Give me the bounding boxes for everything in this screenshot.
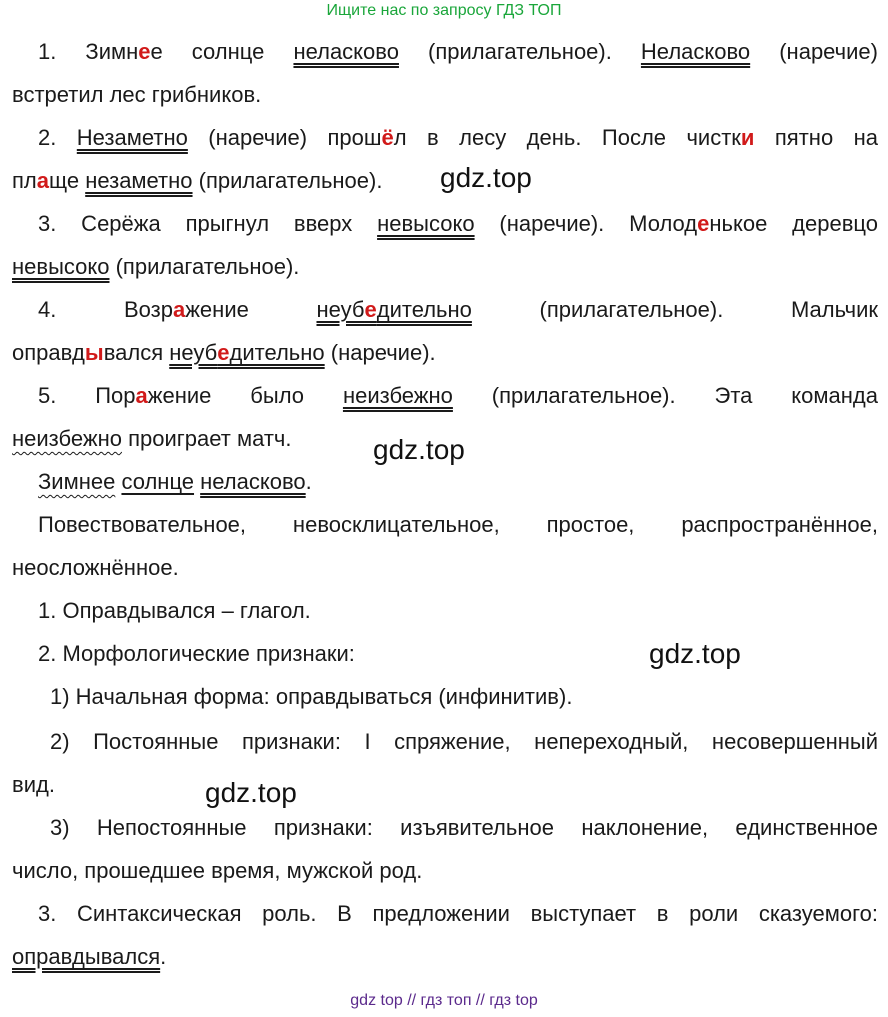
- text: неосложнённое.: [12, 555, 179, 580]
- orthogram-letter: е: [217, 340, 230, 365]
- text: 1. Оправдывался – глагол.: [38, 598, 311, 623]
- text: .: [305, 469, 312, 494]
- watermark: gdz.top: [649, 638, 741, 669]
- subject-word: солнце: [121, 469, 195, 494]
- text: дительно: [229, 340, 325, 365]
- sentence-1-line-2: [12, 80, 878, 110]
- orthogram-letter: е: [364, 297, 377, 322]
- orthogram-letter: а: [36, 168, 49, 193]
- adverb-word: Неласково: [640, 39, 751, 64]
- adverb-word: невысоко: [377, 211, 475, 236]
- orthogram-letter: е: [138, 39, 151, 64]
- text: 4. Возр: [38, 297, 173, 322]
- sentence-5-line-1: [38, 381, 878, 411]
- text: 3. Синтаксическая роль. В предложении выступает в роли сказуемого:: [38, 901, 878, 926]
- text: встретил лес грибников.: [12, 82, 262, 107]
- parse-point-2: [38, 639, 888, 669]
- adverb-word: Незаметно: [76, 125, 188, 150]
- text: жение: [185, 297, 317, 322]
- text: жение было: [147, 383, 343, 408]
- parse-point-2-2-line-2: [12, 770, 878, 800]
- predicate-word: незаметно: [85, 168, 193, 193]
- text: 3) Непостоянные признаки: изъявительное наклонение, единственное: [50, 815, 878, 840]
- sentence-4-line-1: [38, 295, 878, 325]
- predicate-word: [316, 297, 471, 322]
- analysis-type-line-1: [38, 510, 878, 540]
- text: .: [160, 944, 167, 969]
- predicate-word: неизбежно: [342, 383, 453, 408]
- text: 5. Пор: [38, 383, 136, 408]
- text: (наречие): [750, 39, 878, 64]
- text: (прилагательное). Эта команда: [452, 383, 878, 408]
- text: проиграет матч.: [121, 426, 292, 451]
- predicate-word: оправдывался: [12, 944, 161, 969]
- text: (наречие).: [324, 340, 436, 365]
- predicate-word: неласково: [200, 469, 306, 494]
- sentence-2-line-1: [38, 123, 878, 153]
- text: (прилагательное).: [398, 39, 641, 64]
- text: нькое деревцо: [709, 211, 879, 236]
- footer-links: gdz top // гдз топ // гдз top: [350, 992, 538, 1009]
- orthogram-letter: ы: [84, 340, 104, 365]
- parse-point-2-3-line-2: [12, 856, 878, 886]
- text: ще: [49, 168, 86, 193]
- text: неуб: [169, 340, 218, 365]
- orthogram-letter: и: [740, 125, 755, 150]
- text: 2. Морфологические признаки:: [38, 641, 355, 666]
- predicate-word: невысоко: [12, 254, 110, 279]
- watermark: gdz.top: [373, 434, 465, 465]
- parse-point-3-line-1: [38, 899, 878, 929]
- top-banner: Ищите нас по запросу ГДЗ ТОП: [326, 2, 562, 19]
- orthogram-letter: ё: [381, 125, 394, 150]
- analysis-type-line-2: [12, 553, 878, 583]
- text: е солнце: [150, 39, 294, 64]
- text: дительно: [376, 297, 472, 322]
- sentence-1-line-1: [38, 37, 878, 67]
- text: (прилагательное).: [109, 254, 300, 279]
- text: 1) Начальная форма: оправдываться (инфинитив).: [50, 684, 573, 709]
- sentence-3-line-1: [38, 209, 878, 239]
- orthogram-letter: а: [135, 383, 148, 408]
- orthogram-letter: а: [172, 297, 186, 322]
- text: неуб: [316, 297, 365, 322]
- text: (прилагательное). Мальчик: [471, 297, 878, 322]
- predicate-word: неласково: [293, 39, 399, 64]
- text: вид.: [12, 772, 55, 797]
- text: 2) Постоянные признаки: I спряжение, непереходный, несовершенный: [50, 729, 878, 754]
- sentence-4-line-2: [12, 338, 878, 368]
- sentence-3-line-2: [12, 252, 878, 282]
- text: пятно на: [754, 125, 878, 150]
- orthogram-letter: е: [697, 211, 710, 236]
- adverb-word: [169, 340, 324, 365]
- parse-point-1: [38, 596, 888, 626]
- text: 3. Серёжа прыгнул вверх: [38, 211, 378, 236]
- text: Повествовательное, невосклицательное, простое, распространённое,: [38, 512, 878, 537]
- text: вался: [103, 340, 170, 365]
- text: оправд: [12, 340, 85, 365]
- text: (наречие). Молод: [474, 211, 698, 236]
- parse-point-2-3-line-1: [50, 813, 878, 843]
- adverb-word: неизбежно: [12, 426, 122, 451]
- parse-point-2-1: [50, 682, 888, 712]
- text: пл: [12, 168, 37, 193]
- analysis-sentence: [38, 467, 888, 497]
- text: (наречие) прош: [187, 125, 382, 150]
- text: л в лесу день. После чистк: [393, 125, 741, 150]
- watermark: gdz.top: [205, 777, 297, 808]
- modifier-word: Зимнее: [38, 469, 116, 494]
- watermark: gdz.top: [440, 162, 532, 193]
- text: число, прошедшее время, мужской род.: [12, 858, 423, 883]
- text: 2.: [38, 125, 77, 150]
- text: 1. Зимн: [38, 39, 139, 64]
- parse-point-3-line-2: [12, 942, 878, 972]
- text: (прилагательное).: [192, 168, 383, 193]
- parse-point-2-2-line-1: [50, 727, 878, 757]
